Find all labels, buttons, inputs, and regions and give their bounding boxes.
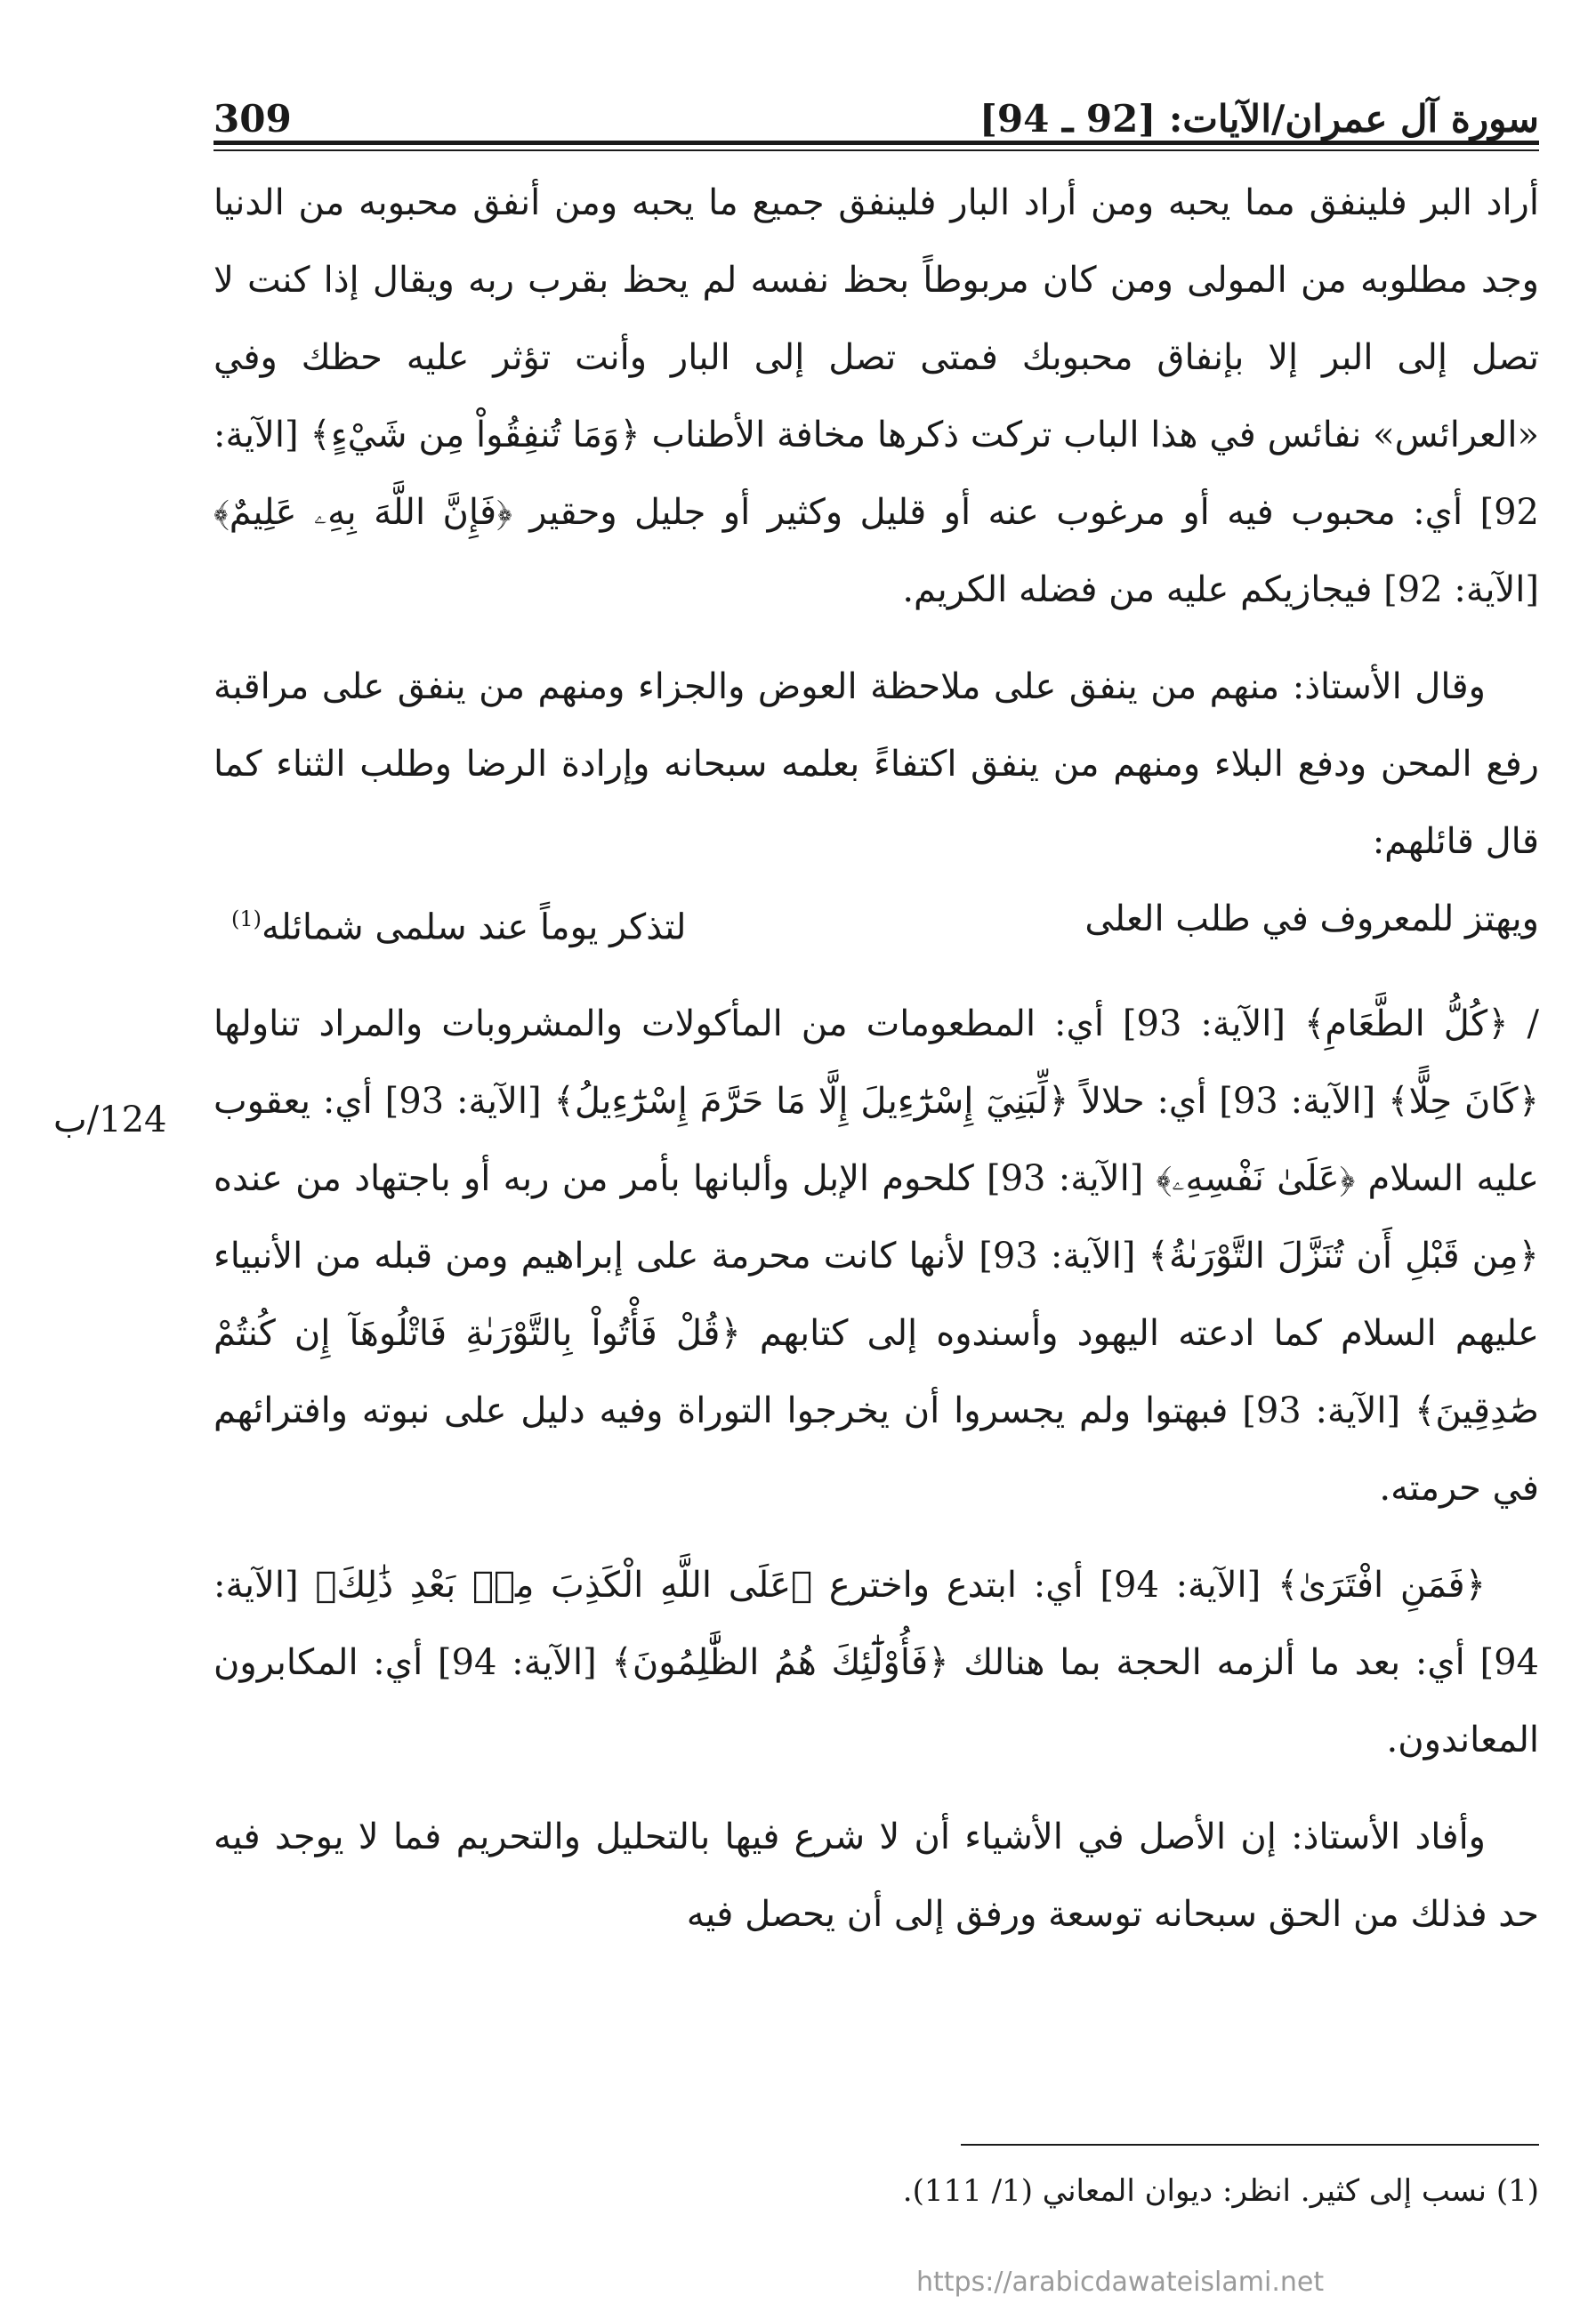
footnote: (1) نسب إلى كثير. انظر: ديوان المعاني (1/ 111). bbox=[902, 2173, 1539, 2209]
verse-first-hemistich: ويهتز للمعروف في طلب العلى bbox=[1084, 898, 1539, 939]
main-text bbox=[214, 165, 1539, 1953]
paragraph-3: / ﴿كُلُّ الطَّعَامِ﴾ [الآية: 93] أي: المطعومات من المأكولات والمشروبات والمراد تناولها ﴿كَانَ حِلًّا﴾ [الآية: 93] أي: حلالاً ﴿لِّبَنِيٓ إِسْرَٰٓءِيلَ إِلَّا مَا حَرَّمَ إِسْرَٰٓءِيلُ﴾ [الآية: 93] أي: يعقوب عليه السلام ﴿عَلَىٰ نَفْسِهِۦ﴾ [الآية: 93] كلحوم الإبل وألبانها بأمر من ربه أو باجتهاد من عنده ﴿مِن قَبْلِ أَن تُنَزَّلَ التَّوْرَىٰةُ﴾ [الآية: 93] لأنها كانت محرمة على إبراهيم ومن قبله من الأنبياء عليهم السلام كما ادعته اليهود وأسندوه إلى كتابهم ﴿قُلْ فَأْتُواْ بِالتَّوْرَىٰةِ فَاتْلُوهَآ إِن كُنتُمْ صَٰدِقِينَ﴾ [الآية: 93] فبهتوا ولم يجسروا أن يخرجوا التوراة وفيه دليل على نبوته وافترائهم في حرمته. bbox=[214, 1003, 1540, 1510]
footnote-rule bbox=[961, 2144, 1539, 2146]
paragraph-5: وأفاد الأستاذ: إن الأصل في الأشياء أن لا شرع فيها بالتحليل والتحريم فما لا يوجد فيه حد فذلك من الحق سبحانه توسعة ورفق إلى أن يحصل فيه bbox=[214, 1817, 1539, 1936]
poetry-verse bbox=[214, 881, 1539, 966]
paragraph-1: أراد البر فلينفق مما يحبه ومن أراد البار فلينفق جميع ما يحبه ومن أنفق محبوبه من الدنيا وجد مطلوبه من المولى ومن كان مربوطاً بحظ نفسه لم يحظ بقرب ربه ويقال إذا كنت لا تصل إلى البر إلا بإنفاق محبوبك فمتى تصل إلى البار وأنت تؤثر عليه حظك وفي «العرائس» نفائس في هذا الباب تركت ذكرها مخافة الأطناب ﴿وَمَا تُنفِقُواْ مِن شَيْءٍ﴾ [الآية: 92] أي: محبوب فيه أو مرغوب عنه أو قليل وكثير أو جليل وحقير ﴿فَإِنَّ اللَّهَ بِهِۦ عَلِيمٌ﴾ [الآية: 92] فيجازيكم عليه من فضله الكريم. bbox=[214, 182, 1539, 610]
verse-second-hemistich: لتذكر يوماً عند سلمى شمائله$^{(1)}$ bbox=[231, 906, 687, 948]
page-number: 309 bbox=[214, 97, 292, 141]
page-header bbox=[214, 78, 1539, 141]
running-title: سورة آل عمران/الآيات: [92 ـ 94] bbox=[979, 97, 1539, 141]
footnote-marker: (1) bbox=[231, 906, 262, 931]
header-rule-thin bbox=[214, 149, 1539, 151]
manuscript-folio-ref: 124/ب bbox=[53, 1100, 167, 1140]
header-rule-thick bbox=[214, 141, 1539, 145]
paragraph-4: ﴿فَمَنِ افْتَرَىٰ﴾ [الآية: 94] أي: ابتدع واخترع ﴿عَلَى اللَّهِ الْكَذِبَ مِنۢ بَعْدِ ذَٰلِكَ﴾ [الآية: 94] أي: بعد ما ألزمه الحجة بما هنالك ﴿فَأُوْلَٰٓئِكَ هُمُ الظَّٰلِمُونَ﴾ [الآية: 94] أي: المكابرون المعاندون. bbox=[214, 1565, 1540, 1761]
paragraph-2: وقال الأستاذ: منهم من ينفق على ملاحظة العوض والجزاء ومنهم من ينفق على مراقبة رفع المحن ودفع البلاء ومنهم من ينفق اكتفاءً بعلمه سبحانه وإرادة الرضا وطلب الثناء كما قال قائلهم: bbox=[214, 666, 1539, 862]
watermark-url: https://arabicdawateislami.net bbox=[916, 2267, 1325, 2298]
